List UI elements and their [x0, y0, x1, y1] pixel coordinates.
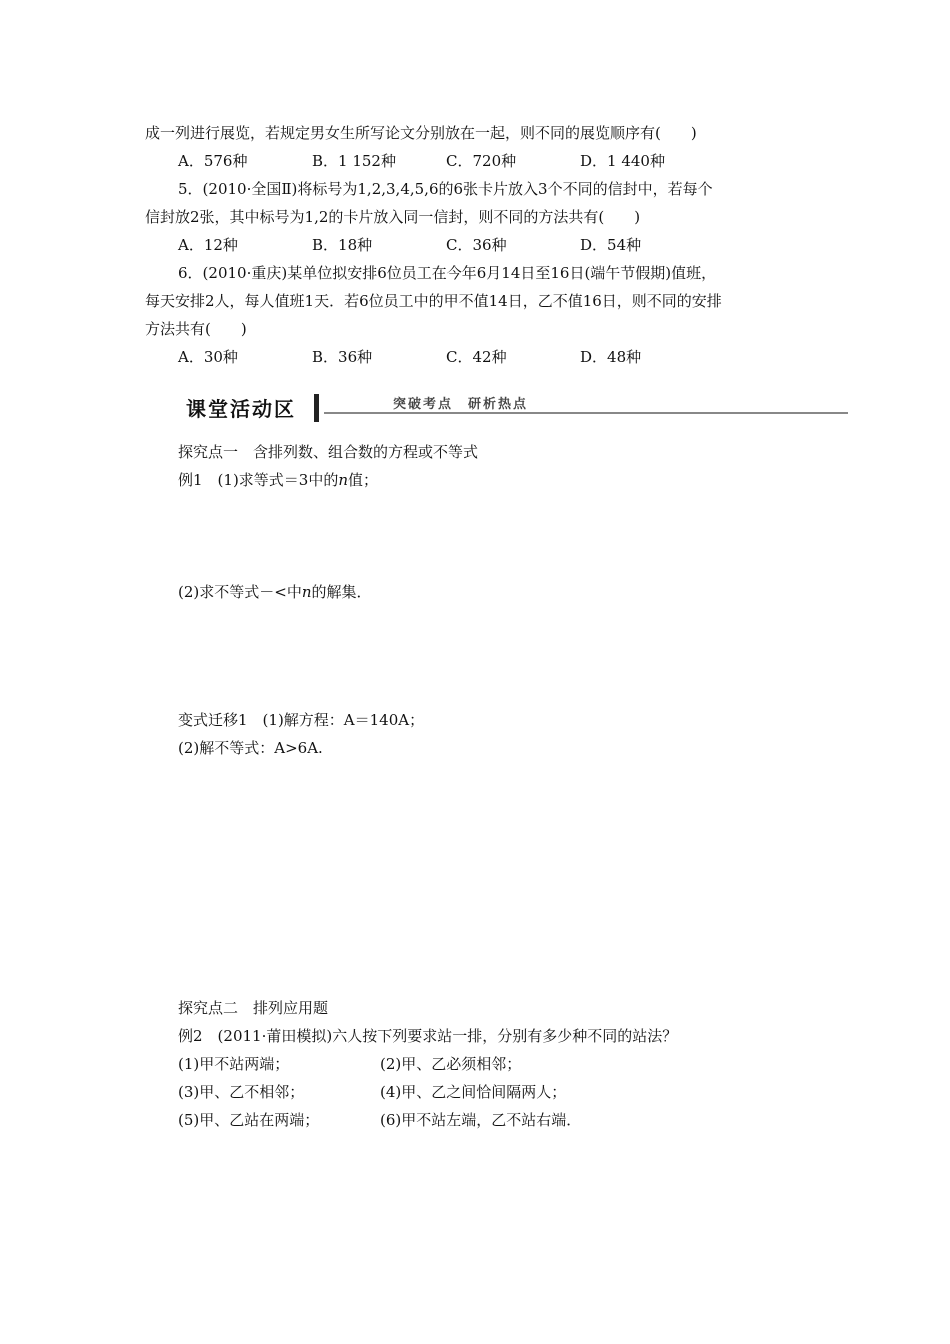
q5-option-c: C．36种: [446, 236, 507, 254]
example1-variable: n: [338, 471, 349, 489]
q5-text-line2: 信封放2张，其中标号为1,2的卡片放入同一信封，则不同的方法共有( ): [145, 208, 641, 226]
section-banner-subtitle: 突破考点 研析热点: [393, 397, 529, 412]
example1-part1-suffix: 值；: [348, 471, 379, 489]
example2-item-1: (1)甲不站两端；: [178, 1055, 290, 1073]
section-banner-divider: [314, 394, 319, 422]
example2-item-3: (3)甲、乙不相邻；: [178, 1083, 305, 1101]
q5-option-a: A．12种: [178, 236, 238, 254]
q6-option-a: A．30种: [178, 348, 238, 366]
q4-text: 成一列进行展览，若规定男女生所写论文分别放在一起，则不同的展览顺序有( ): [145, 124, 697, 142]
example1-part2: [178, 582, 372, 602]
example1-part2-suffix: 的解集．: [311, 583, 372, 601]
q6-text-line3: 方法共有( ): [145, 320, 247, 338]
example1-part1-prefix: 例1 (1)求等式＝3中的: [178, 471, 339, 489]
example2-item-5: (5)甲、乙站在两端；: [178, 1111, 320, 1129]
topic2-heading: 探究点二 排列应用题: [178, 999, 329, 1017]
variant1-line1: 变式迁移1 (1)解方程：A＝140A；: [178, 711, 425, 729]
example1-part1: [178, 470, 378, 490]
q6-option-d: D．48种: [580, 348, 642, 366]
q4-option-c: C．720种: [446, 152, 517, 170]
example2-item-6: (6)甲不站左端，乙不站右端．: [380, 1111, 582, 1129]
example2-text: 例2 (2011·莆田模拟)六人按下列要求站一排，分别有多少种不同的站法？: [178, 1027, 678, 1045]
q4-option-d: D．1 440种: [580, 152, 665, 170]
example1-part2-variable: n: [301, 583, 312, 601]
q6-option-c: C．42种: [446, 348, 507, 366]
q6-option-b: B．36种: [312, 348, 373, 366]
q6-text-line1: 6．(2010·重庆)某单位拟安排6位员工在今年6月14日至16日(端午节假期)值班，: [178, 264, 717, 282]
example1-part2-prefix: (2)求不等式－<中: [178, 583, 302, 601]
q6-text-line2: 每天安排2人，每人值班1天．若6位员工中的甲不值14日，乙不值16日，则不同的安排: [145, 292, 722, 310]
q5-option-d: D．54种: [580, 236, 642, 254]
example2-item-2: (2)甲、乙必须相邻；: [380, 1055, 522, 1073]
section-banner: [178, 392, 848, 426]
section-banner-title: 课堂活动区: [186, 397, 296, 421]
example2-item-4: (4)甲、乙之间恰间隔两人；: [380, 1083, 567, 1101]
q5-text-line1: 5．(2010·全国Ⅱ)将标号为1,2,3,4,5,6的6张卡片放入3个不同的信封中，若每个: [178, 180, 713, 198]
q4-option-a: A．576种: [178, 152, 248, 170]
topic1-heading: 探究点一 含排列数、组合数的方程或不等式: [178, 443, 479, 461]
q5-option-b: B．18种: [312, 236, 373, 254]
q4-option-b: B．1 152种: [312, 152, 396, 170]
variant1-line2: (2)解不等式：A>6A.: [178, 739, 323, 757]
